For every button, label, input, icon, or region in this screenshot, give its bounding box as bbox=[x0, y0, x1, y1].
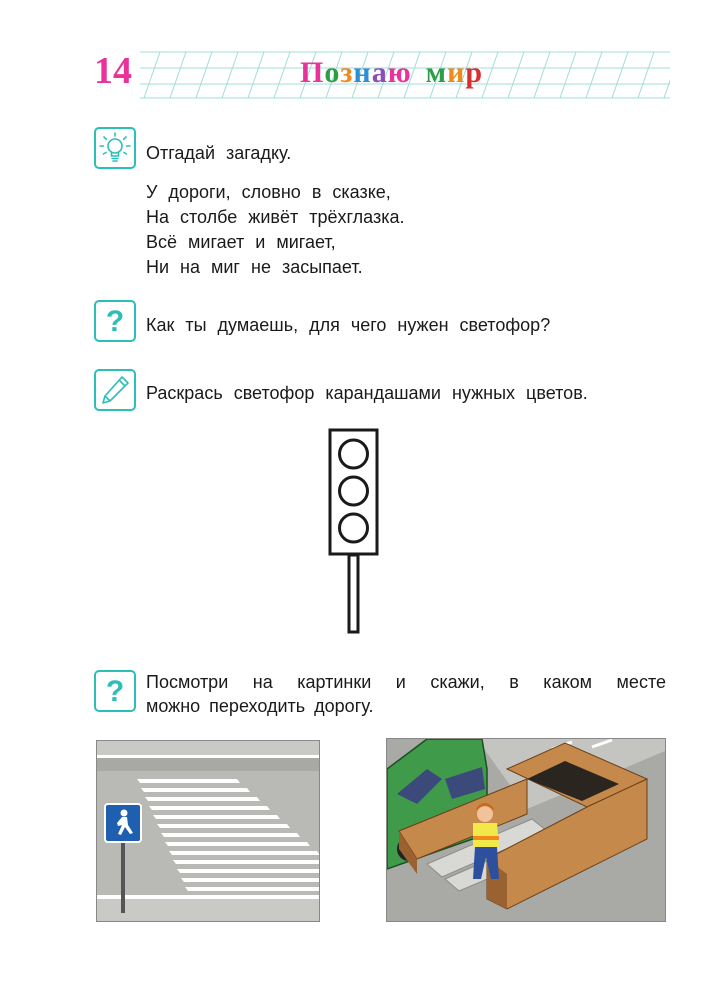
book-title bbox=[300, 58, 483, 88]
task2-question: Как ты думаешь, для чего нужен светофор? bbox=[146, 315, 551, 335]
title-letter: о bbox=[324, 56, 341, 89]
riddle bbox=[146, 180, 405, 280]
light-bottom bbox=[340, 514, 368, 542]
title-word-1 bbox=[300, 58, 412, 88]
riddle-line: Всё мигает и мигает, bbox=[146, 232, 336, 252]
task1-instruction: Отгадай загадку. bbox=[146, 143, 292, 163]
title-letter: н bbox=[353, 56, 372, 89]
question-mark: ? bbox=[105, 675, 125, 708]
question-mark: ? bbox=[105, 305, 125, 338]
task4-line: Посмотри на картинки и скажи, в каком месте bbox=[146, 672, 666, 692]
title-word-2 bbox=[426, 58, 483, 88]
light-top bbox=[340, 440, 368, 468]
traffic-light-outline bbox=[325, 428, 381, 636]
title-letter: ю bbox=[387, 56, 412, 89]
title-letter: и bbox=[447, 56, 466, 89]
pencil-icon bbox=[94, 369, 136, 411]
question-icon bbox=[94, 300, 136, 342]
traffic-light-pole bbox=[349, 555, 358, 632]
underpass-picture bbox=[386, 738, 666, 922]
task3-instruction: Раскрась светофор карандашами нужных цветов. bbox=[146, 383, 588, 403]
riddle-line: У дороги, словно в сказке, bbox=[146, 182, 391, 202]
riddle-line: На столбе живёт трёхглазка. bbox=[146, 207, 405, 227]
title-letter: а bbox=[371, 56, 388, 89]
lightbulb-icon bbox=[94, 127, 136, 169]
crosswalk-picture bbox=[96, 740, 320, 922]
task4-line: можно переходить дорогу. bbox=[146, 696, 374, 716]
question-icon bbox=[94, 670, 136, 712]
title-letter: р bbox=[465, 56, 484, 89]
light-middle bbox=[340, 477, 368, 505]
title-letter: з bbox=[340, 56, 354, 89]
page-number: 14 bbox=[94, 50, 132, 92]
title-letter: П bbox=[300, 56, 325, 89]
task4-question bbox=[146, 670, 666, 718]
title-letter: м bbox=[425, 56, 448, 89]
riddle-line: Ни на миг не засыпает. bbox=[146, 257, 363, 277]
